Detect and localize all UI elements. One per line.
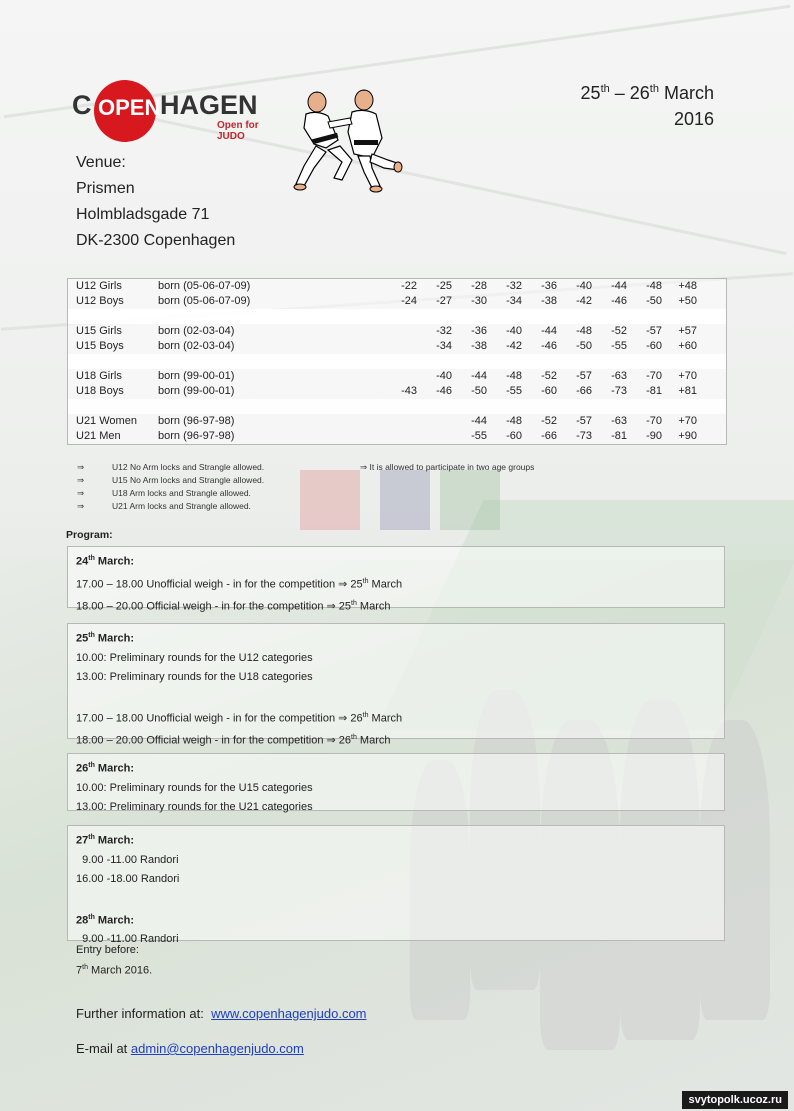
weight-class: -42: [506, 340, 522, 352]
category-name: U15 Girls: [76, 325, 122, 337]
weight-class: -22: [401, 280, 417, 292]
category-born: born (05-06-07-09): [158, 295, 251, 307]
category-born: born (05-06-07-09): [158, 280, 251, 292]
entry-deadline: [76, 941, 152, 980]
weight-class: +48: [678, 280, 697, 292]
venue-block: [76, 150, 235, 254]
logo-open-text: OPEN: [98, 95, 161, 120]
weight-class: -25: [436, 280, 452, 292]
weight-class: -40: [436, 370, 452, 382]
background-flag: [440, 470, 500, 530]
weight-class: -32: [436, 325, 452, 337]
weight-class: -48: [646, 280, 662, 292]
weight-class: -44: [611, 280, 627, 292]
program-day-27-28: [67, 825, 725, 946]
program-title: Program:: [66, 529, 113, 541]
table-spacer: [68, 354, 726, 369]
weight-class: -55: [611, 340, 627, 352]
program-line: 9.00 -11.00 Randori: [76, 933, 179, 946]
watermark: svytopolk.ucoz.ru: [682, 1091, 788, 1109]
program-day-25: [67, 623, 725, 747]
weight-class: -40: [506, 325, 522, 337]
category-row: [68, 339, 726, 354]
venue-place: Prismen: [76, 180, 135, 197]
weight-class: -52: [541, 370, 557, 382]
event-year: 2016: [673, 109, 714, 129]
weight-class: -50: [471, 385, 487, 397]
background-flag: [300, 470, 360, 530]
category-name: U21 Women: [76, 415, 137, 427]
two-age-groups-note: ⇒ It is allowed to participate in two age groups: [360, 462, 535, 472]
weight-class: -46: [436, 385, 452, 397]
program-line: 18.00 – 20.00 Official weigh - in for the competition ⇒ 25th March: [76, 600, 391, 613]
copenhagen-open-logo: [72, 80, 282, 140]
weight-class: -50: [576, 340, 592, 352]
program-day-heading: 25th March:: [76, 632, 134, 645]
category-name: U18 Girls: [76, 370, 122, 382]
weight-class: -32: [506, 280, 522, 292]
weight-class: -60: [646, 340, 662, 352]
category-born: born (96-97-98): [158, 430, 235, 442]
weight-class: -73: [611, 385, 627, 397]
logo-hagen-text: HAGEN: [160, 90, 258, 120]
weight-class: -46: [541, 340, 557, 352]
category-name: U18 Boys: [76, 385, 124, 397]
weight-class: +50: [678, 295, 697, 307]
further-info: [76, 1006, 367, 1021]
weight-class: -55: [471, 430, 487, 442]
weight-class: -34: [506, 295, 522, 307]
category-row: [68, 429, 726, 444]
weight-class: -40: [576, 280, 592, 292]
category-name: U12 Boys: [76, 295, 124, 307]
program-day-26: [67, 753, 725, 811]
weight-class: -34: [436, 340, 452, 352]
weight-categories-table: [67, 278, 727, 445]
weight-class: -24: [401, 295, 417, 307]
weight-class: -63: [611, 370, 627, 382]
category-row: [68, 324, 726, 339]
weight-class: -57: [646, 325, 662, 337]
category-row: [68, 384, 726, 399]
program-day-24: [67, 546, 725, 613]
judoka-illustration: [292, 88, 404, 196]
weight-class: -48: [506, 370, 522, 382]
program-line: 13.00: Preliminary rounds for the U18 categories: [76, 670, 313, 683]
weight-class: +70: [678, 415, 697, 427]
category-born: born (02-03-04): [158, 340, 235, 352]
entry-date: 7th March 2016.: [76, 964, 153, 977]
arrow-icon: ⇒: [77, 462, 85, 472]
weight-class: -44: [471, 415, 487, 427]
program-line: 9.00 -11.00 Randori: [76, 853, 179, 866]
category-born: born (96-97-98): [158, 415, 235, 427]
weight-class: +57: [678, 325, 697, 337]
weight-class: -30: [471, 295, 487, 307]
table-spacer: [68, 399, 726, 414]
program-day-heading: 26th March:: [76, 762, 134, 775]
weight-class: -73: [576, 430, 592, 442]
weight-class: -36: [471, 325, 487, 337]
weight-class: -66: [576, 385, 592, 397]
weight-class: -66: [541, 430, 557, 442]
email-label: E-mail at: [76, 1041, 131, 1056]
weight-class: -50: [646, 295, 662, 307]
program-line: 10.00: Preliminary rounds for the U15 categories: [76, 781, 313, 794]
weight-class: -57: [576, 415, 592, 427]
entry-label: Entry before:: [76, 944, 139, 956]
category-row: [68, 279, 726, 294]
event-date-range: 25th – 26th March: [580, 83, 714, 103]
weight-class: +90: [678, 430, 697, 442]
weight-class: -28: [471, 280, 487, 292]
email-link[interactable]: admin@copenhagenjudo.com: [130, 1041, 304, 1056]
category-name: U12 Girls: [76, 280, 122, 292]
weight-class: -48: [576, 325, 592, 337]
weight-class: -52: [611, 325, 627, 337]
weight-class: -63: [611, 415, 627, 427]
further-info-label: Further information at:: [76, 1006, 212, 1021]
weight-class: -42: [576, 295, 592, 307]
weight-class: -38: [541, 295, 557, 307]
weight-class: +81: [678, 385, 697, 397]
program-line: 10.00: Preliminary rounds for the U12 categories: [76, 651, 313, 664]
weight-class: -52: [541, 415, 557, 427]
event-date: [581, 76, 714, 132]
program-day-heading: 27th March:: [76, 834, 134, 847]
weight-class: +60: [678, 340, 697, 352]
weight-class: -70: [646, 370, 662, 382]
venue-street: Holmbladsgade 71: [76, 206, 210, 223]
arrow-icon: ⇒: [77, 475, 85, 485]
arrow-icon: ⇒: [77, 488, 85, 498]
table-spacer: [68, 309, 726, 324]
weight-class: -55: [506, 385, 522, 397]
weight-class: -48: [506, 415, 522, 427]
weight-class: -44: [541, 325, 557, 337]
program-day-heading: 24th March:: [76, 555, 134, 568]
program-line: 18.00 – 20.00 Official weigh - in for the competition ⇒ 26th March: [76, 734, 391, 747]
background-flag: [380, 470, 430, 530]
weight-class: -36: [541, 280, 557, 292]
weight-class: -90: [646, 430, 662, 442]
category-born: born (02-03-04): [158, 325, 235, 337]
weight-class: -57: [576, 370, 592, 382]
venue-city: DK-2300 Copenhagen: [76, 232, 236, 249]
website-link[interactable]: www.copenhagenjudo.com: [211, 1006, 367, 1021]
logo-letter-c: C: [72, 90, 92, 120]
weight-class: -27: [436, 295, 452, 307]
weight-class: -81: [646, 385, 662, 397]
venue-label: Venue:: [76, 154, 126, 171]
email-info: [76, 1041, 304, 1056]
weight-class: -43: [401, 385, 417, 397]
arrow-icon: ⇒: [77, 501, 85, 511]
category-name: U15 Boys: [76, 340, 124, 352]
category-row: [68, 369, 726, 384]
category-name: U21 Men: [76, 430, 121, 442]
weight-class: -44: [471, 370, 487, 382]
category-born: born (99-00-01): [158, 385, 235, 397]
program-day-heading: 28th March:: [76, 913, 134, 927]
program-line: 17.00 – 18.00 Unofficial weigh - in for the competition ⇒ 25th March: [76, 577, 403, 591]
program-line: 13.00: Preliminary rounds for the U21 categories: [76, 800, 313, 813]
weight-class: -46: [611, 295, 627, 307]
program-line: 17.00 – 18.00 Unofficial weigh - in for the competition ⇒ 26th March: [76, 711, 403, 725]
category-born: born (99-00-01): [158, 370, 235, 382]
weight-class: -70: [646, 415, 662, 427]
weight-class: +70: [678, 370, 697, 382]
logo-tagline: Open for JUDO: [217, 120, 259, 142]
weight-class: -81: [611, 430, 627, 442]
category-row: [68, 414, 726, 429]
category-row: [68, 294, 726, 309]
program-line: 16.00 -18.00 Randori: [76, 872, 180, 885]
weight-class: -38: [471, 340, 487, 352]
weight-class: -60: [506, 430, 522, 442]
weight-class: -60: [541, 385, 557, 397]
